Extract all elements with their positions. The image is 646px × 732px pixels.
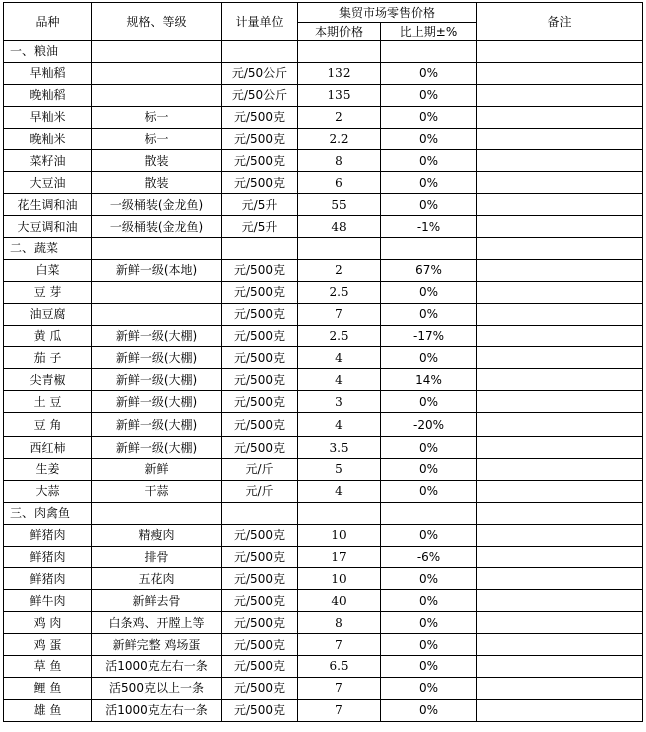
unit-cell: 元/500克 bbox=[222, 546, 298, 568]
remarks-cell bbox=[477, 391, 643, 413]
remarks-cell bbox=[477, 303, 643, 325]
unit-cell: 元/50公斤 bbox=[222, 62, 298, 84]
price-cell: 2.2 bbox=[298, 128, 381, 150]
price-cell: 40 bbox=[298, 590, 381, 612]
change-cell: 0% bbox=[381, 656, 477, 678]
remarks-cell bbox=[477, 524, 643, 546]
price-cell: 8 bbox=[298, 612, 381, 634]
remarks-cell bbox=[477, 369, 643, 391]
price-cell: 7 bbox=[298, 634, 381, 656]
variety-cell: 油豆腐 bbox=[4, 303, 92, 325]
spec-cell: 新鲜 bbox=[92, 459, 222, 481]
table-row bbox=[4, 480, 643, 502]
spec-cell: 新鲜一级(大棚) bbox=[92, 347, 222, 369]
spec-cell bbox=[92, 303, 222, 325]
change-cell: 0% bbox=[381, 612, 477, 634]
change-cell bbox=[381, 502, 477, 524]
spec-cell bbox=[92, 281, 222, 303]
spec-cell: 活500克以上一条 bbox=[92, 677, 222, 699]
price-cell: 7 bbox=[298, 677, 381, 699]
remarks-cell bbox=[477, 546, 643, 568]
price-cell: 55 bbox=[298, 194, 381, 216]
spec-cell: 散装 bbox=[92, 150, 222, 172]
change-cell: 0% bbox=[381, 84, 477, 106]
spec-cell: 新鲜一级(大棚) bbox=[92, 325, 222, 347]
table-row bbox=[4, 677, 643, 699]
variety-cell: 早籼米 bbox=[4, 106, 92, 128]
header-market-price: 集贸市场零售价格 bbox=[298, 3, 477, 23]
category-name: 一、粮油 bbox=[4, 41, 92, 63]
variety-cell: 白菜 bbox=[4, 259, 92, 281]
price-cell: 4 bbox=[298, 347, 381, 369]
change-cell: 0% bbox=[381, 677, 477, 699]
unit-cell bbox=[222, 41, 298, 63]
remarks-cell bbox=[477, 612, 643, 634]
header-unit: 计量单位 bbox=[222, 3, 298, 41]
variety-cell: 花生调和油 bbox=[4, 194, 92, 216]
variety-cell: 晚籼米 bbox=[4, 128, 92, 150]
variety-cell: 鲜牛肉 bbox=[4, 590, 92, 612]
change-cell bbox=[381, 238, 477, 260]
unit-cell: 元/500克 bbox=[222, 391, 298, 413]
change-cell: 0% bbox=[381, 194, 477, 216]
price-cell: 8 bbox=[298, 150, 381, 172]
header-current-price: 本期价格 bbox=[298, 23, 381, 41]
remarks-cell bbox=[477, 590, 643, 612]
price-cell bbox=[298, 502, 381, 524]
table-row bbox=[4, 369, 643, 391]
remarks-cell bbox=[477, 699, 643, 721]
table-row bbox=[4, 259, 643, 281]
unit-cell: 元/500克 bbox=[222, 524, 298, 546]
unit-cell: 元/500克 bbox=[222, 612, 298, 634]
spec-cell: 标一 bbox=[92, 128, 222, 150]
change-cell: 0% bbox=[381, 634, 477, 656]
price-cell: 7 bbox=[298, 699, 381, 721]
spec-cell: 新鲜去骨 bbox=[92, 590, 222, 612]
change-cell: 0% bbox=[381, 150, 477, 172]
header-change: 比上期±% bbox=[381, 23, 477, 41]
unit-cell: 元/5升 bbox=[222, 216, 298, 238]
price-cell: 3.5 bbox=[298, 437, 381, 459]
table-row bbox=[4, 62, 643, 84]
table-row bbox=[4, 194, 643, 216]
unit-cell bbox=[222, 502, 298, 524]
change-cell: 0% bbox=[381, 62, 477, 84]
change-cell: 0% bbox=[381, 391, 477, 413]
spec-cell: 一级桶装(金龙鱼) bbox=[92, 216, 222, 238]
spec-cell bbox=[92, 41, 222, 63]
spec-cell: 白条鸡、开膛上等 bbox=[92, 612, 222, 634]
change-cell: 0% bbox=[381, 128, 477, 150]
price-cell: 2 bbox=[298, 259, 381, 281]
variety-cell: 晚籼稻 bbox=[4, 84, 92, 106]
remarks-cell bbox=[477, 459, 643, 481]
price-cell: 2.5 bbox=[298, 325, 381, 347]
remarks-cell bbox=[477, 41, 643, 63]
category-name: 二、蔬菜 bbox=[4, 238, 92, 260]
price-cell: 6.5 bbox=[298, 656, 381, 678]
unit-cell: 元/500克 bbox=[222, 437, 298, 459]
price-cell: 5 bbox=[298, 459, 381, 481]
remarks-cell bbox=[477, 259, 643, 281]
change-cell: -20% bbox=[381, 413, 477, 437]
unit-cell: 元/500克 bbox=[222, 303, 298, 325]
unit-cell: 元/500克 bbox=[222, 325, 298, 347]
unit-cell: 元/500克 bbox=[222, 590, 298, 612]
unit-cell: 元/500克 bbox=[222, 413, 298, 437]
category-row bbox=[4, 41, 643, 63]
change-cell: 0% bbox=[381, 437, 477, 459]
unit-cell: 元/斤 bbox=[222, 480, 298, 502]
spec-cell: 新鲜一级(大棚) bbox=[92, 413, 222, 437]
table-row bbox=[4, 634, 643, 656]
change-cell: 0% bbox=[381, 480, 477, 502]
price-cell bbox=[298, 238, 381, 260]
table-row bbox=[4, 106, 643, 128]
remarks-cell bbox=[477, 656, 643, 678]
remarks-cell bbox=[477, 568, 643, 590]
unit-cell: 元/500克 bbox=[222, 699, 298, 721]
spec-cell: 新鲜一级(大棚) bbox=[92, 369, 222, 391]
price-cell: 4 bbox=[298, 369, 381, 391]
variety-cell: 黄 瓜 bbox=[4, 325, 92, 347]
spec-cell bbox=[92, 238, 222, 260]
table-row bbox=[4, 459, 643, 481]
table-row bbox=[4, 216, 643, 238]
table-row bbox=[4, 84, 643, 106]
variety-cell: 豆 芽 bbox=[4, 281, 92, 303]
change-cell: 0% bbox=[381, 568, 477, 590]
change-cell: 0% bbox=[381, 172, 477, 194]
spec-cell: 新鲜一级(大棚) bbox=[92, 437, 222, 459]
spec-cell: 活1000克左右一条 bbox=[92, 656, 222, 678]
table-row bbox=[4, 391, 643, 413]
unit-cell: 元/500克 bbox=[222, 259, 298, 281]
table-row bbox=[4, 546, 643, 568]
unit-cell: 元/500克 bbox=[222, 281, 298, 303]
remarks-cell bbox=[477, 128, 643, 150]
unit-cell: 元/500克 bbox=[222, 634, 298, 656]
remarks-cell bbox=[477, 281, 643, 303]
unit-cell bbox=[222, 238, 298, 260]
change-cell: -17% bbox=[381, 325, 477, 347]
table-row bbox=[4, 325, 643, 347]
change-cell: 0% bbox=[381, 524, 477, 546]
change-cell: -1% bbox=[381, 216, 477, 238]
variety-cell: 鸡 肉 bbox=[4, 612, 92, 634]
variety-cell: 大豆调和油 bbox=[4, 216, 92, 238]
price-cell: 4 bbox=[298, 480, 381, 502]
spec-cell bbox=[92, 84, 222, 106]
unit-cell: 元/500克 bbox=[222, 568, 298, 590]
table-row bbox=[4, 172, 643, 194]
table-row bbox=[4, 524, 643, 546]
table-row bbox=[4, 347, 643, 369]
spec-cell: 活1000克左右一条 bbox=[92, 699, 222, 721]
unit-cell: 元/500克 bbox=[222, 150, 298, 172]
table-row bbox=[4, 150, 643, 172]
variety-cell: 鸡 蛋 bbox=[4, 634, 92, 656]
variety-cell: 菜籽油 bbox=[4, 150, 92, 172]
remarks-cell bbox=[477, 437, 643, 459]
unit-cell: 元/500克 bbox=[222, 369, 298, 391]
table-row bbox=[4, 303, 643, 325]
variety-cell: 土 豆 bbox=[4, 391, 92, 413]
variety-cell: 西红柿 bbox=[4, 437, 92, 459]
remarks-cell bbox=[477, 62, 643, 84]
price-cell: 17 bbox=[298, 546, 381, 568]
table-row bbox=[4, 437, 643, 459]
price-cell: 3 bbox=[298, 391, 381, 413]
price-cell: 10 bbox=[298, 568, 381, 590]
change-cell: 67% bbox=[381, 259, 477, 281]
unit-cell: 元/500克 bbox=[222, 128, 298, 150]
spec-cell: 新鲜一级(本地) bbox=[92, 259, 222, 281]
remarks-cell bbox=[477, 347, 643, 369]
spec-cell bbox=[92, 62, 222, 84]
variety-cell: 生姜 bbox=[4, 459, 92, 481]
remarks-cell bbox=[477, 238, 643, 260]
variety-cell: 茄 子 bbox=[4, 347, 92, 369]
table-row bbox=[4, 128, 643, 150]
variety-cell: 鲜猪肉 bbox=[4, 546, 92, 568]
variety-cell: 大蒜 bbox=[4, 480, 92, 502]
header-variety: 品种 bbox=[4, 3, 92, 41]
remarks-cell bbox=[477, 480, 643, 502]
remarks-cell bbox=[477, 413, 643, 437]
variety-cell: 鲜猪肉 bbox=[4, 568, 92, 590]
unit-cell: 元/斤 bbox=[222, 459, 298, 481]
table-row bbox=[4, 568, 643, 590]
header-remarks: 备注 bbox=[477, 3, 643, 41]
remarks-cell bbox=[477, 172, 643, 194]
variety-cell: 鲤 鱼 bbox=[4, 677, 92, 699]
spec-cell: 散装 bbox=[92, 172, 222, 194]
remarks-cell bbox=[477, 150, 643, 172]
price-table bbox=[3, 2, 643, 722]
unit-cell: 元/500克 bbox=[222, 677, 298, 699]
change-cell: 0% bbox=[381, 699, 477, 721]
variety-cell: 草 鱼 bbox=[4, 656, 92, 678]
unit-cell: 元/500克 bbox=[222, 106, 298, 128]
remarks-cell bbox=[477, 677, 643, 699]
variety-cell: 大豆油 bbox=[4, 172, 92, 194]
table-row bbox=[4, 656, 643, 678]
spec-cell: 新鲜完整 鸡场蛋 bbox=[92, 634, 222, 656]
price-cell bbox=[298, 41, 381, 63]
change-cell: 0% bbox=[381, 590, 477, 612]
spec-cell: 新鲜一级(大棚) bbox=[92, 391, 222, 413]
change-cell: 0% bbox=[381, 106, 477, 128]
price-cell: 10 bbox=[298, 524, 381, 546]
spec-cell: 标一 bbox=[92, 106, 222, 128]
table-row bbox=[4, 612, 643, 634]
spec-cell: 一级桶装(金龙鱼) bbox=[92, 194, 222, 216]
change-cell: 0% bbox=[381, 303, 477, 325]
remarks-cell bbox=[477, 502, 643, 524]
spec-cell bbox=[92, 502, 222, 524]
change-cell: 0% bbox=[381, 281, 477, 303]
unit-cell: 元/50公斤 bbox=[222, 84, 298, 106]
variety-cell: 尖青椒 bbox=[4, 369, 92, 391]
table-body bbox=[4, 41, 643, 722]
variety-cell: 鲜猪肉 bbox=[4, 524, 92, 546]
category-row bbox=[4, 502, 643, 524]
table-row bbox=[4, 699, 643, 721]
price-cell: 2.5 bbox=[298, 281, 381, 303]
change-cell bbox=[381, 41, 477, 63]
spec-cell: 精瘦肉 bbox=[92, 524, 222, 546]
spec-cell: 五花肉 bbox=[92, 568, 222, 590]
unit-cell: 元/5升 bbox=[222, 194, 298, 216]
remarks-cell bbox=[477, 194, 643, 216]
unit-cell: 元/500克 bbox=[222, 347, 298, 369]
change-cell: 0% bbox=[381, 459, 477, 481]
price-cell: 2 bbox=[298, 106, 381, 128]
table-row bbox=[4, 590, 643, 612]
remarks-cell bbox=[477, 634, 643, 656]
variety-cell: 豆 角 bbox=[4, 413, 92, 437]
remarks-cell bbox=[477, 84, 643, 106]
price-cell: 4 bbox=[298, 413, 381, 437]
remarks-cell bbox=[477, 216, 643, 238]
spec-cell: 干蒜 bbox=[92, 480, 222, 502]
spec-cell: 排骨 bbox=[92, 546, 222, 568]
header-spec: 规格、等级 bbox=[92, 3, 222, 41]
change-cell: -6% bbox=[381, 546, 477, 568]
unit-cell: 元/500克 bbox=[222, 656, 298, 678]
price-cell: 6 bbox=[298, 172, 381, 194]
price-cell: 7 bbox=[298, 303, 381, 325]
price-cell: 135 bbox=[298, 84, 381, 106]
table-row bbox=[4, 281, 643, 303]
change-cell: 0% bbox=[381, 347, 477, 369]
category-name: 三、肉禽鱼 bbox=[4, 502, 92, 524]
unit-cell: 元/500克 bbox=[222, 172, 298, 194]
category-row bbox=[4, 238, 643, 260]
table-row bbox=[4, 413, 643, 437]
price-cell: 132 bbox=[298, 62, 381, 84]
variety-cell: 雄 鱼 bbox=[4, 699, 92, 721]
price-cell: 48 bbox=[298, 216, 381, 238]
remarks-cell bbox=[477, 106, 643, 128]
remarks-cell bbox=[477, 325, 643, 347]
variety-cell: 早籼稻 bbox=[4, 62, 92, 84]
change-cell: 14% bbox=[381, 369, 477, 391]
